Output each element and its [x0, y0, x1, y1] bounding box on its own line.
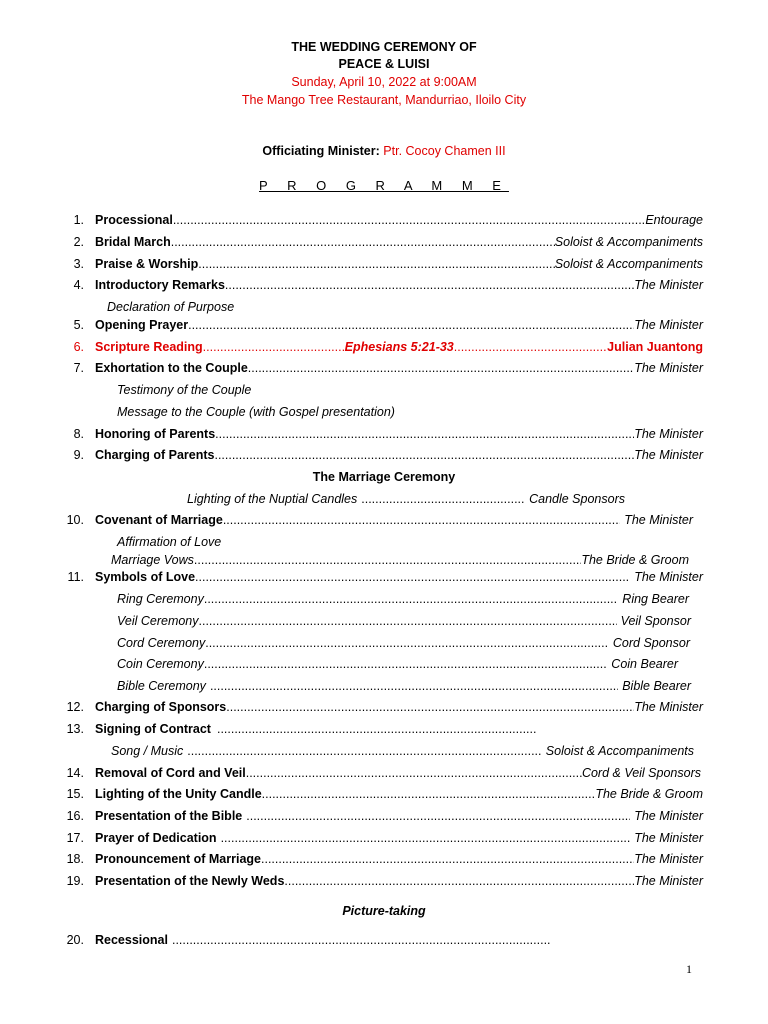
programme-title: P R O G R A M M E [259, 178, 509, 193]
programme-item: 16. Presentation of the Bible ..... The Minister [0, 807, 768, 825]
officiating-minister [0, 144, 768, 158]
sub-item-with-role: Veil Ceremony ..... Veil Sponsor [117, 612, 691, 630]
event-date: Sunday, April 10, 2022 at 9:00AM [291, 75, 477, 89]
sub-item: Message to the Couple (with Gospel presentation) [117, 405, 395, 419]
programme-item: 2. Bridal March ..... Soloist & Accompaniments [0, 233, 768, 251]
marriage-ceremony-heading: The Marriage Ceremony [312, 470, 456, 484]
sub-item-with-role: Marriage Vows ..... The Bride & Groom [111, 551, 689, 569]
picture-taking-heading: Picture-taking [342, 904, 426, 918]
programme-item: 17. Prayer of Dedication ..... The Minister [0, 829, 768, 847]
sub-item-with-role: Cord Ceremony ..... Cord Sponsor [117, 634, 690, 652]
sub-item-with-role: Song / Music ..... Soloist & Accompaniments [111, 742, 694, 760]
sub-item: Testimony of the Couple [117, 383, 252, 397]
title-line-2: PEACE & LUISI [338, 57, 430, 71]
sub-item: Affirmation of Love [117, 535, 222, 549]
programme-item: 11. Symbols of Love ..... The Minister [0, 568, 768, 586]
programme-item-scripture: 6. Scripture Reading ..... Ephesians 5:21-33 ..... Julian Juantong [0, 338, 768, 356]
programme-item: 3. Praise & Worship ..... Soloist & Accompaniments [0, 255, 768, 273]
programme-item: 7. Exhortation to the Couple ..... The Minister [0, 359, 768, 377]
programme-item: 1. Processional ..... Entourage [0, 211, 768, 229]
minister-name: Ptr. Cocoy Chamen III [383, 144, 506, 158]
programme-item: 19. Presentation of the Newly Weds ..... The Minister [0, 872, 768, 890]
programme-item: 13. Signing of Contract ..... [0, 720, 768, 738]
candles-item: Lighting of the Nuptial Candles ..... Candle Sponsors [187, 490, 625, 508]
event-venue: The Mango Tree Restaurant, Mandurriao, Iloilo City [241, 93, 527, 107]
sub-item-with-role: Ring Ceremony ..... Ring Bearer [117, 590, 689, 608]
programme-item: 14. Removal of Cord and Veil ..... Cord & Veil Sponsors [0, 764, 768, 782]
programme-item: 8. Honoring of Parents ..... The Minister [0, 425, 768, 443]
programme-item: 18. Pronouncement of Marriage ..... The Minister [0, 850, 768, 868]
programme-item: 4. Introductory Remarks ..... The Minister [0, 276, 768, 294]
programme-item: 5. Opening Prayer ..... The Minister [0, 316, 768, 334]
sub-item-with-role: Coin Ceremony ..... Coin Bearer [117, 655, 678, 673]
sub-item-with-role: Bible Ceremony ..... Bible Bearer [117, 677, 691, 695]
programme-item: 12. Charging of Sponsors ..... The Minister [0, 698, 768, 716]
programme-item: 9. Charging of Parents ..... The Minister [0, 446, 768, 464]
minister-label: Officiating Minister: [262, 144, 380, 158]
programme-item: 15. Lighting of the Unity Candle ..... The Bride & Groom [0, 785, 768, 803]
programme-item-recessional: 20. Recessional ..... [0, 931, 768, 949]
programme-item: 10. Covenant of Marriage ..... The Minister [0, 511, 768, 529]
scripture-reference: Ephesians 5:21-33 [344, 340, 454, 354]
sub-item: Declaration of Purpose [107, 300, 235, 314]
title-line-1: THE WEDDING CEREMONY OF [291, 40, 477, 54]
page-number: 1 [686, 962, 692, 976]
